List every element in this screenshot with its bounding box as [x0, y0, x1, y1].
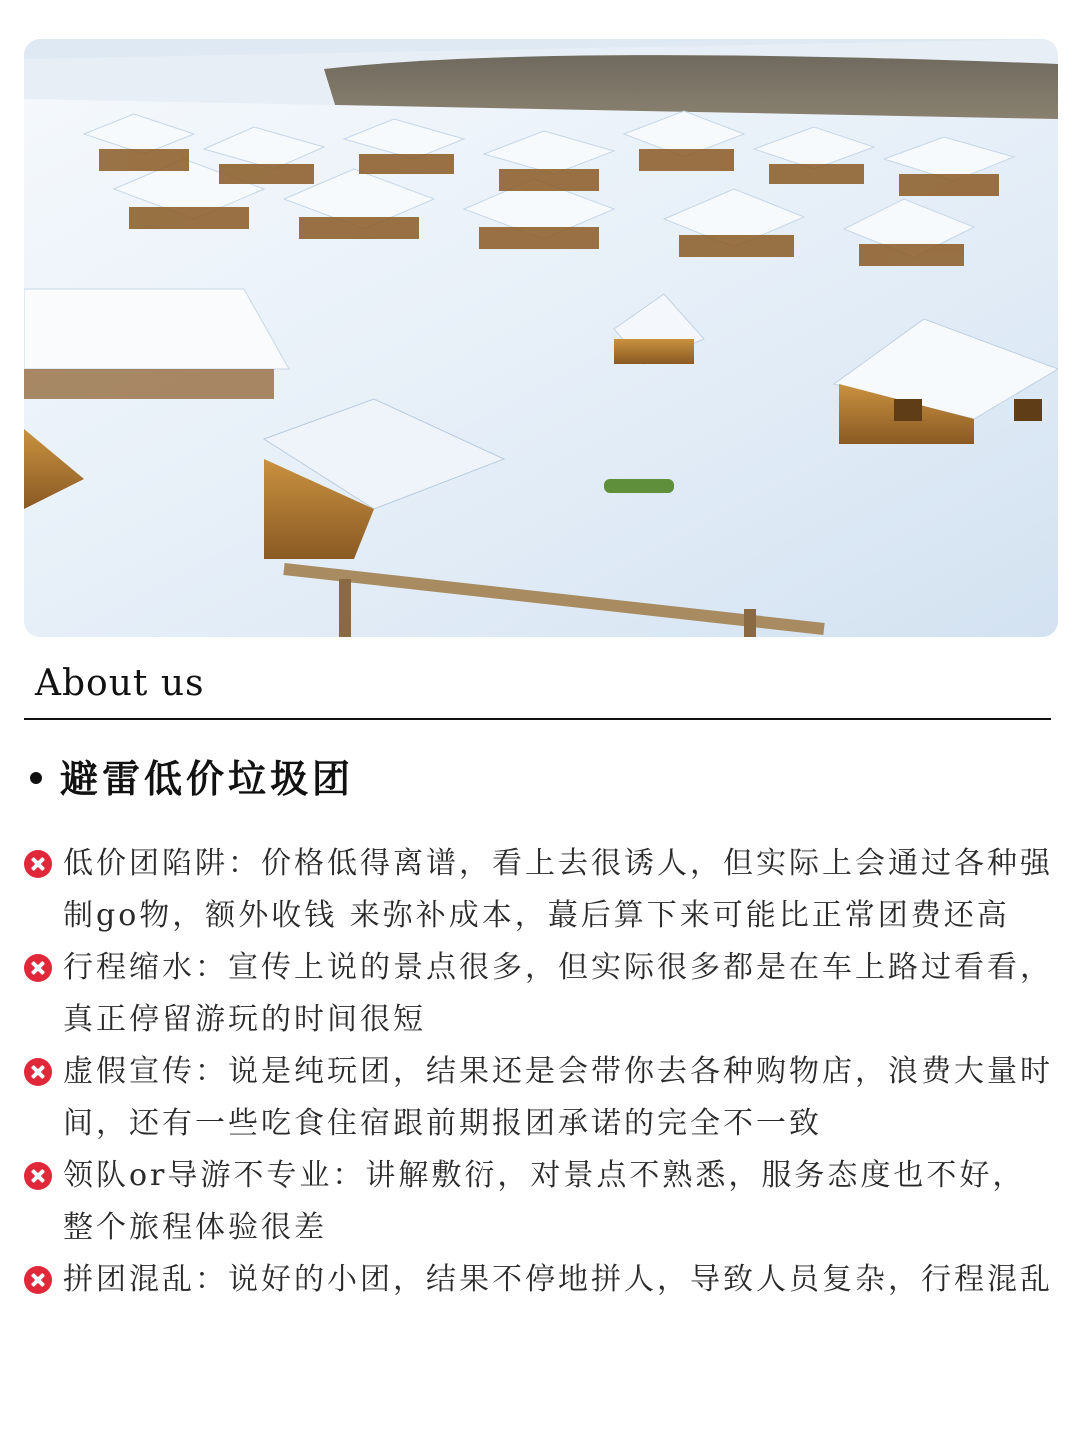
section-heading [30, 748, 354, 803]
list-item-text: 领队or导游不专业：讲解敷衍，对景点不熟悉，服务态度也不好，整个旅程体验很差 [63, 1158, 1026, 1245]
list-item [24, 942, 1054, 1046]
list-item [24, 1254, 1054, 1306]
list-item [24, 838, 1054, 942]
close-circle-icon [24, 1058, 52, 1086]
list-item-text: 行程缩水：宣传上说的景点很多，但实际很多都是在车上路过看看，真正停留游玩的时间很短 [63, 950, 1053, 1037]
section-heading-text: 避雷低价垃圾团 [60, 757, 355, 801]
list-item-text: 拼团混乱：说好的小团，结果不停地拼人，导致人员复杂，行程混乱 [63, 1262, 1053, 1297]
close-circle-icon [24, 1266, 52, 1294]
list-item [24, 1150, 1054, 1254]
close-circle-icon [24, 850, 52, 878]
divider [24, 718, 1051, 720]
about-title: About us [35, 663, 205, 704]
snowy-village-photo [24, 39, 1058, 637]
list-item [24, 1046, 1054, 1150]
pitfall-list [24, 838, 1054, 1306]
list-item-text: 虚假宣传：说是纯玩团，结果还是会带你去各种购物店，浪费大量时间，还有一些吃食住宿跟前期报团承诺的完全不一致 [63, 1054, 1053, 1141]
close-circle-icon [24, 1162, 52, 1190]
list-item-text: 低价团陷阱：价格低得离谱，看上去很诱人，但实际上会通过各种强制go物，额外收钱 来弥补成本，蕞后算下来可能比正常团费还高 [63, 846, 1053, 933]
bullet-icon [30, 772, 42, 784]
close-circle-icon [24, 954, 52, 982]
